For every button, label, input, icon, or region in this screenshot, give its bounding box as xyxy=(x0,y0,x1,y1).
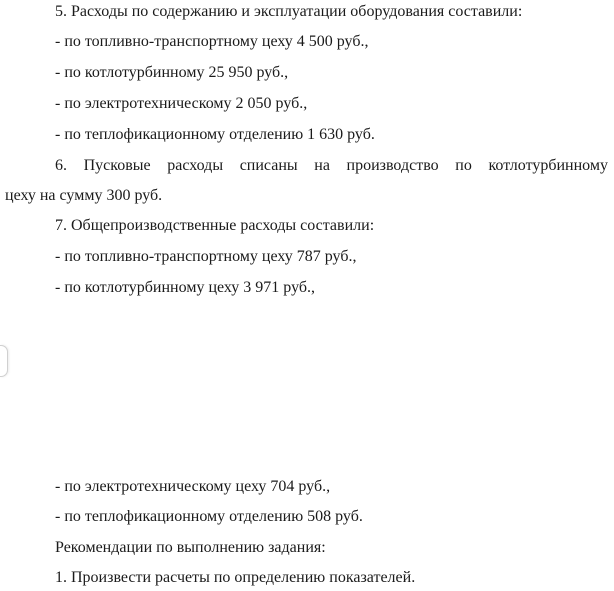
item7-heading: 7. Общепроизводственные расходы составили: xyxy=(55,217,375,234)
recommendations-heading: Рекомендации по выполнению задания: xyxy=(55,539,326,556)
recommendation-1: 1. Произвести расчеты по определению показателей. xyxy=(55,569,416,586)
item5-line-boiler-turbine: - по котлотурбинному 25 950 руб., xyxy=(55,64,289,81)
item5-line-heating: - по теплофикационному отделению 1 630 руб. xyxy=(55,126,375,143)
item7-line-fuel-transport: - по топливно-транспортному цеху 787 руб., xyxy=(55,248,357,265)
item5-line-electrical: - по электротехническому 2 050 руб., xyxy=(55,95,308,112)
page-edge-handle xyxy=(0,345,8,377)
item7-line-electrical: - по электротехническому цеху 704 руб., xyxy=(55,478,331,495)
item5-line-fuel-transport: - по топливно-транспортному цеху 4 500 руб., xyxy=(55,33,369,50)
item5-heading: 5. Расходы по содержанию и эксплуатации оборудования составили: xyxy=(55,3,523,20)
item6-line-1: 6. Пусковые расходы списаны на производство по котлотурбинному xyxy=(55,157,608,174)
item7-line-boiler-turbine: - по котлотурбинному цеху 3 971 руб., xyxy=(55,279,315,296)
item7-line-heating: - по теплофикационному отделению 508 руб. xyxy=(55,508,363,525)
item6-line-2: цеху на сумму 300 руб. xyxy=(5,187,163,204)
